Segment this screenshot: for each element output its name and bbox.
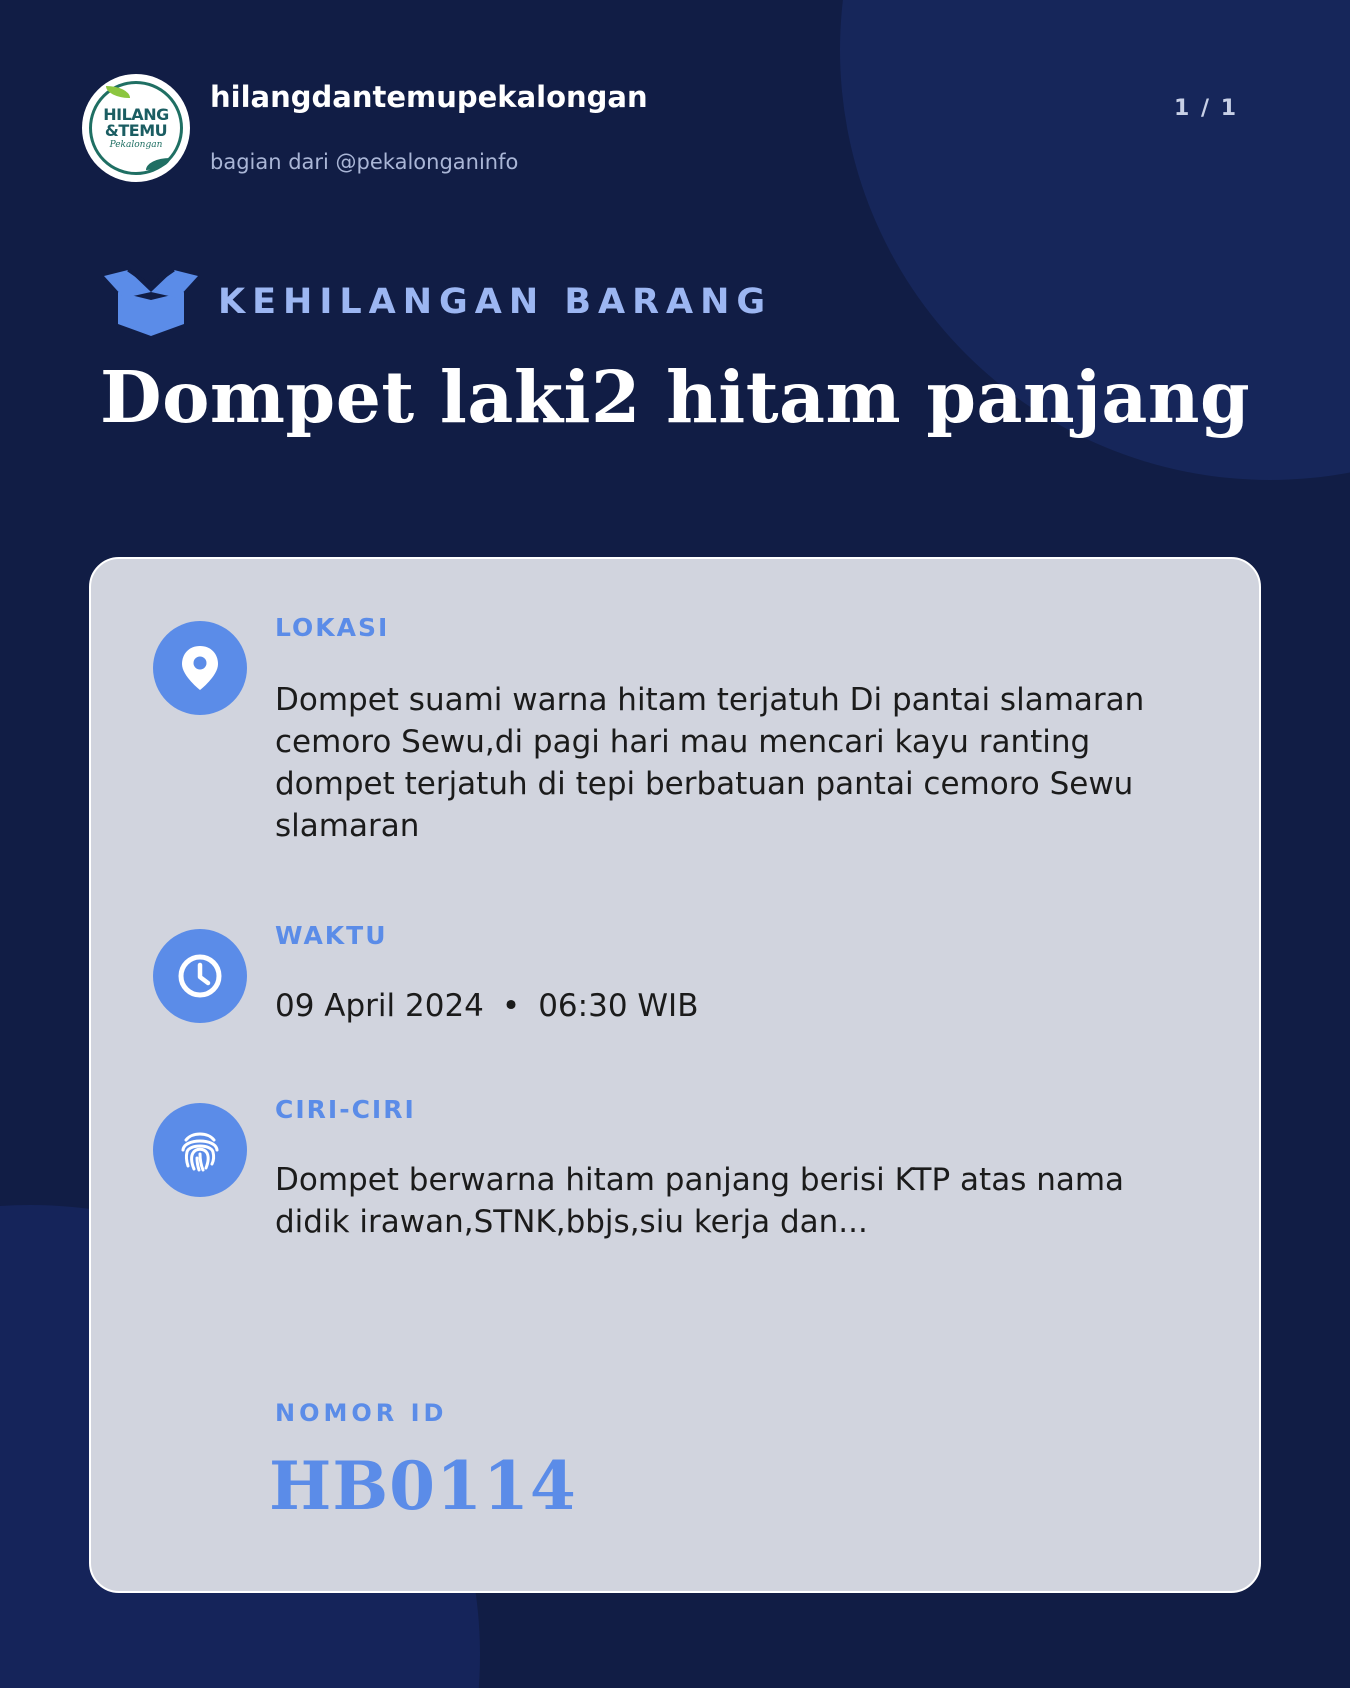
clock-icon xyxy=(153,929,247,1023)
category-label: KEHILANGAN BARANG xyxy=(218,282,773,322)
lokasi-label: LOKASI xyxy=(275,613,390,642)
waktu-time: 06:30 WIB xyxy=(538,988,699,1024)
logo-text-line3: Pekalongan xyxy=(109,139,163,150)
account-logo[interactable] xyxy=(82,74,190,182)
location-pin-icon xyxy=(153,621,247,715)
logo-ring xyxy=(89,81,183,175)
details-card xyxy=(89,557,1261,1593)
account-subtitle: bagian dari @pekalonganinfo xyxy=(210,150,519,174)
page-indicator: 1 / 1 xyxy=(1174,96,1238,121)
leaf-icon xyxy=(146,158,170,170)
ciri-label: CIRI-CIRI xyxy=(275,1095,416,1124)
waktu-date: 09 April 2024 xyxy=(275,988,484,1024)
lokasi-text: Dompet suami warna hitam terjatuh Di pantai slamaran cemoro Sewu,di pagi hari mau mencari kayu ranting dompet terjatuh di tepi berbatuan pantai cemoro Sewu slamaran xyxy=(275,682,1145,844)
open-box-icon xyxy=(104,268,198,336)
waktu-value xyxy=(275,985,1205,1027)
account-name[interactable]: hilangdantemupekalongan xyxy=(210,80,648,114)
logo-text-line2: &TEMU xyxy=(104,120,168,140)
id-value: HB0114 xyxy=(269,1447,577,1525)
id-label: NOMOR ID xyxy=(275,1399,448,1427)
fingerprint-icon xyxy=(153,1103,247,1197)
leaf-icon xyxy=(106,86,130,98)
waktu-label: WAKTU xyxy=(275,921,388,950)
post-header xyxy=(82,74,1268,184)
ciri-text: Dompet berwarna hitam panjang berisi KTP atas nama didik irawan,STNK,bbjs,siu kerja dan... xyxy=(275,1162,1125,1240)
post-title: Dompet laki2 hitam panjang xyxy=(100,355,1251,439)
category-badge xyxy=(104,266,772,338)
separator-dot: • xyxy=(501,988,521,1024)
logo-text-line1: HILANG xyxy=(103,104,169,124)
